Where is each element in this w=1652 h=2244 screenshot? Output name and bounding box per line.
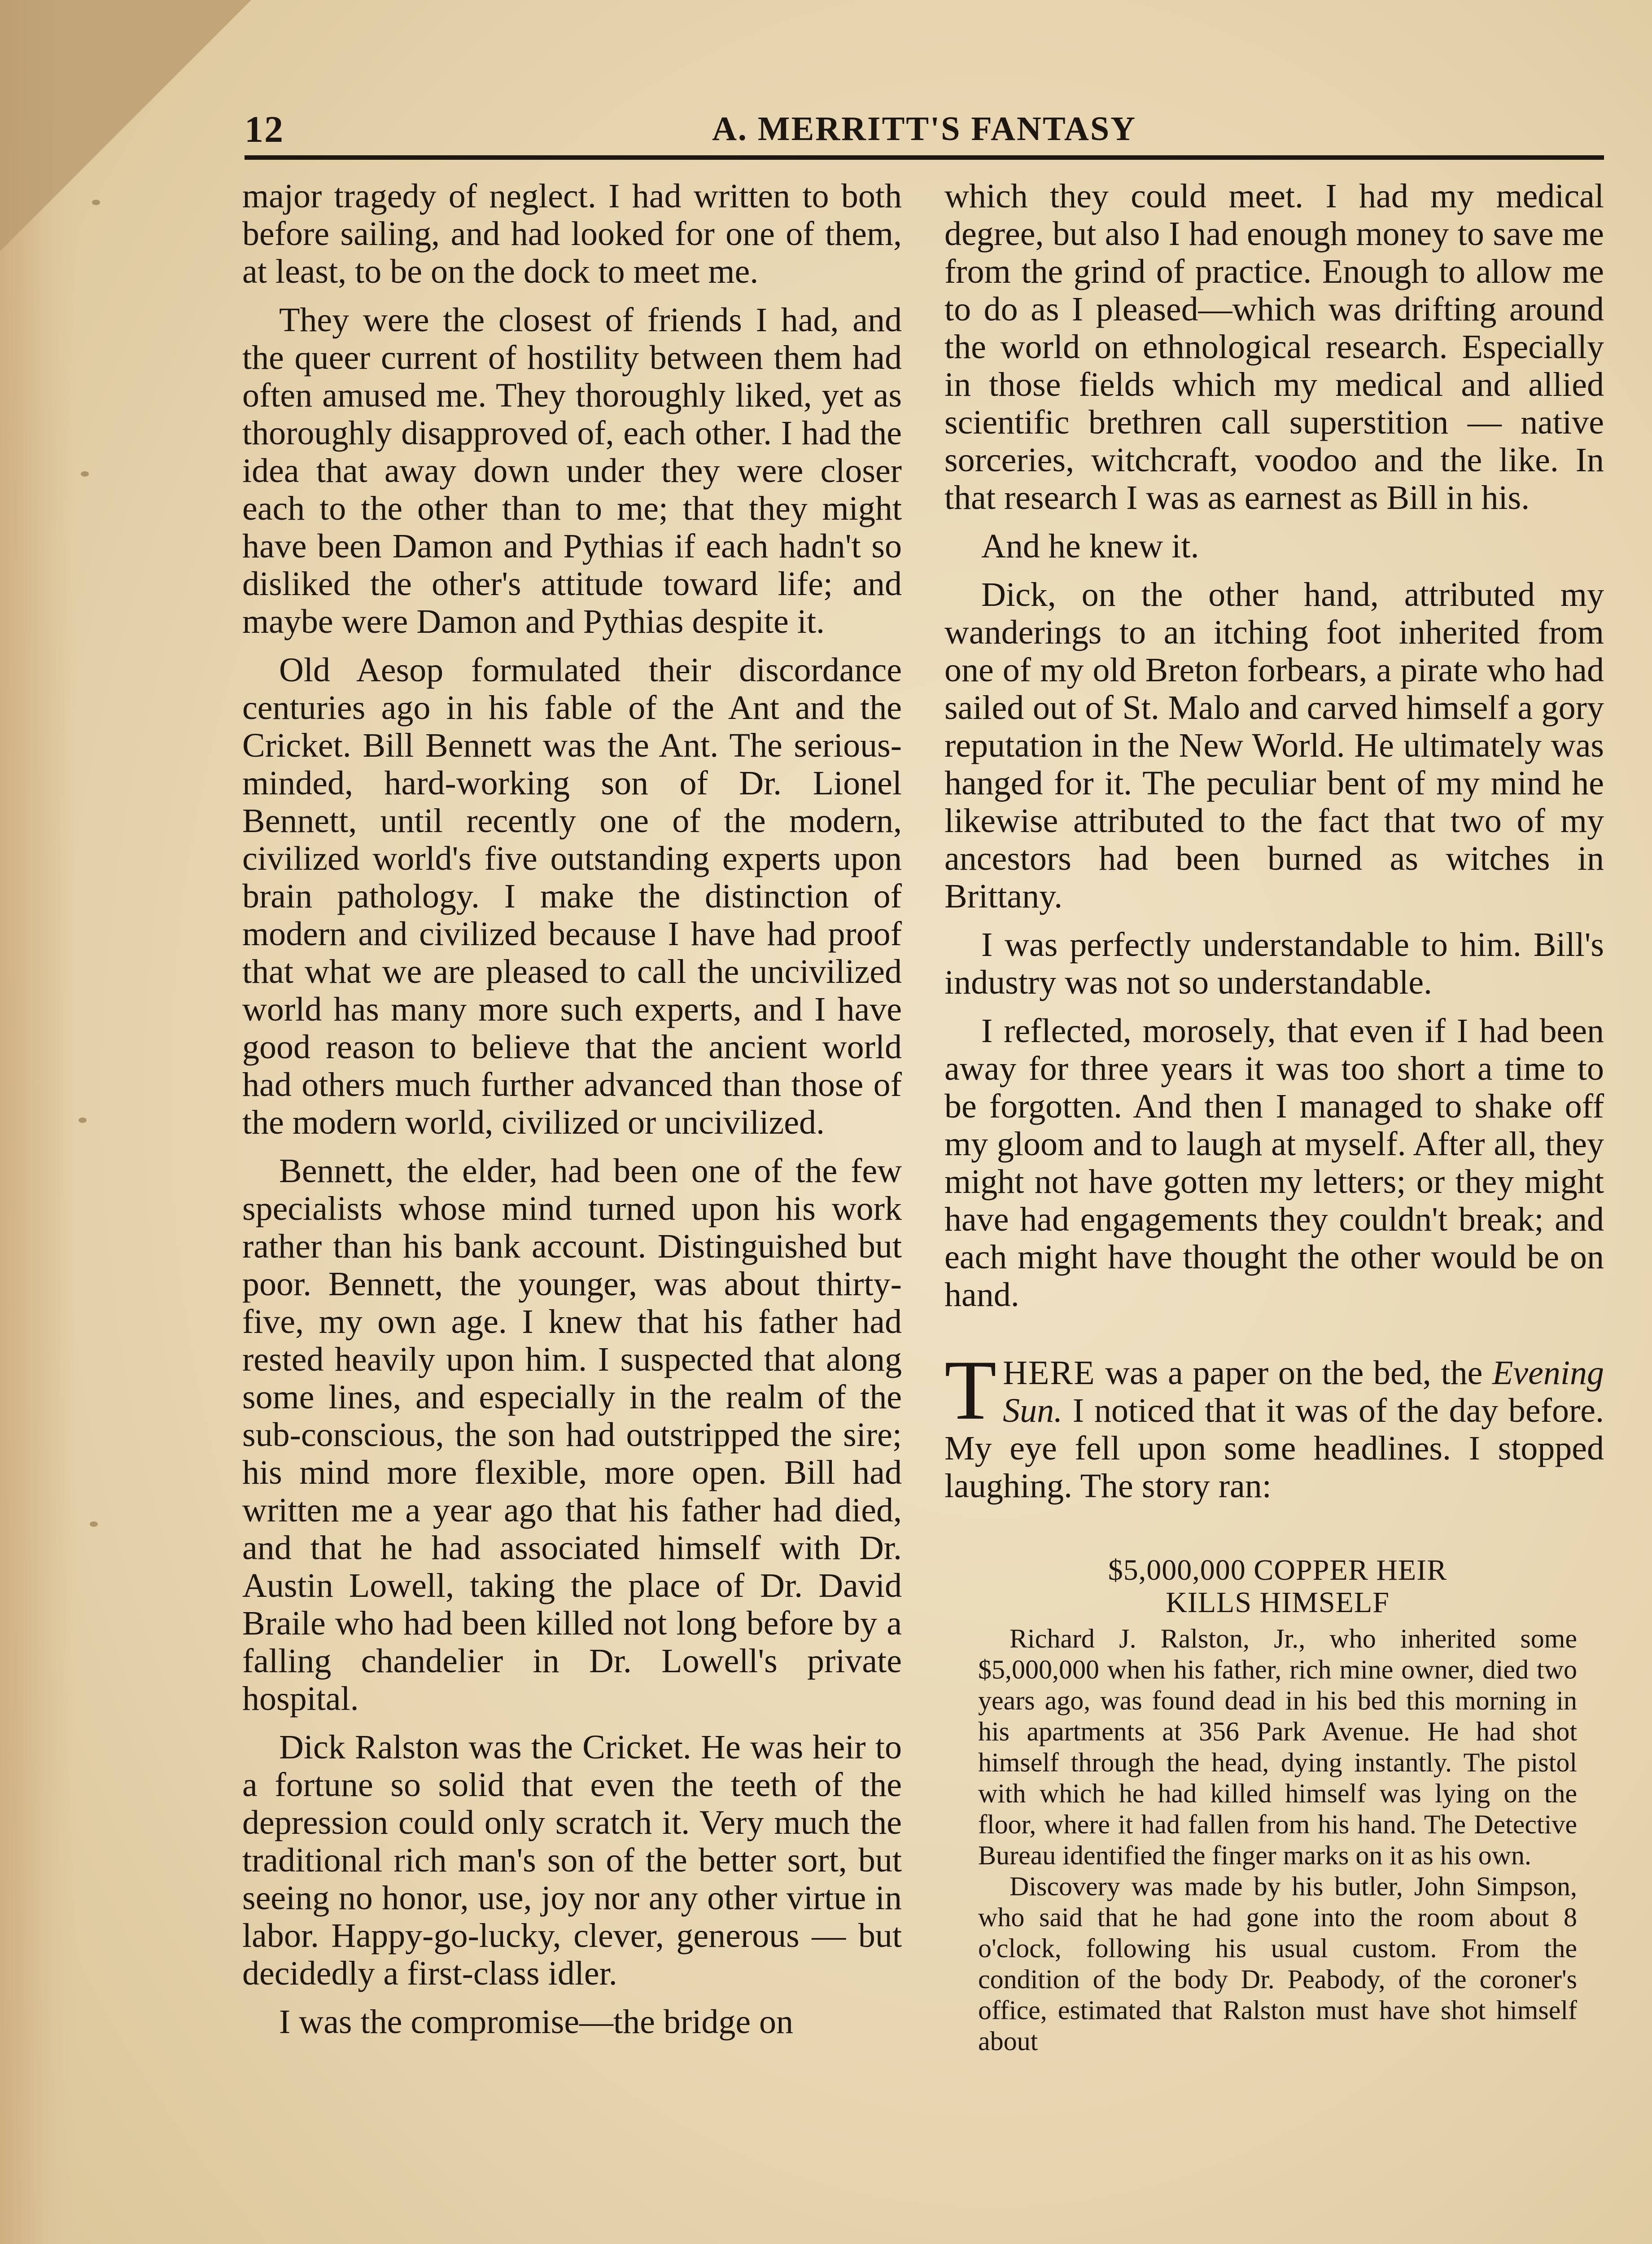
caps-run: HERE <box>1003 1354 1096 1392</box>
drop-cap: T <box>944 1343 997 1438</box>
paragraph: Bennett, the elder, had been one of the few specialists whose mind turned upon his work rather than his bank account. Distinguished but poor. Bennett, the younger, was about thirty-five, my own age. I knew that his father had rested heavily upon him. I suspected that along some lines, and especially in the realm of the sub-conscious, the son had outstripped the sire; his mind more flexible, more open. Bill had written me a year ago that his father had died, and that he had associated himself with Dr. Austin Lowell, taking the place of Dr. David Braile who had been killed not long before by a falling chandelier in Dr. Lowell's private hospital. <box>242 1152 902 1718</box>
page-number: 12 <box>245 109 284 150</box>
paragraph: And he knew it. <box>981 527 1199 565</box>
section-opening-paragraph <box>944 1343 1604 1505</box>
paragraph: major tragedy of neglect. I had written to both before sailing, and had looked for one of them, at least, to be on the dock to meet me. <box>242 177 902 290</box>
running-head: A. MERRITT'S FANTASY <box>712 110 1137 148</box>
paragraph-text: was a paper on the bed, the <box>1095 1354 1492 1392</box>
paper-speck <box>92 200 100 205</box>
paragraph: which they could meet. I had my medical degree, but also I had enough money to save me from the grind of practice. Enough to allow me to do as I pleased—which was drifting around the world on ethnological research. Especially in those fields which my medical and allied scientific brethren call superstition — native sorceries, witchcraft, voodoo and the like. In that research I was as earnest as Bill in his. <box>944 177 1604 517</box>
page-header <box>245 103 1604 157</box>
paragraph: I was the compromise—the bridge on <box>279 2003 794 2041</box>
paper-speck <box>90 1521 98 1527</box>
paragraph: I reflected, morosely, that even if I had been away for three years it was too short a time to be forgotten. And then I managed to shake off my gloom and to laugh at myself. After all, they might not have gotten my letters; or they might have had engagements they couldn't break; and each might have thought the other would be on hand. <box>944 1012 1604 1314</box>
left-column <box>242 177 902 2051</box>
clipping-paragraph: Richard J. Ralston, Jr., who inherited some $5,000,000 when his father, rich mine owner, died two years ago, was found dead in his bed this morning in his apartments at 356 Park Avenue. He had shot himself through the head, dying instantly. The pistol with which he had killed himself was lying on the floor, where it had fallen from his hand. The Detective Bureau identified the finger marks on it as his own. <box>978 1624 1577 1870</box>
paragraph: Old Aesop formulated their discordance centuries ago in his fable of the Ant and the Cricket. Bill Bennett was the Ant. The serious-minded, hard-working son of Dr. Lionel Bennett, until recently one of the modern, civilized world's five outstanding experts upon brain pathology. I make the distinction of modern and civilized because I have had proof that what we are pleased to call the uncivilized world has many more such experts, and I have good reason to believe that the ancient world had others much further advanced than those of the modern world, civilized or uncivilized. <box>242 651 902 1141</box>
clipping-headline <box>978 1554 1577 1619</box>
clipping-headline-line: KILLS HIMSELF <box>1166 1586 1390 1619</box>
right-column <box>944 177 1604 2057</box>
newspaper-clipping <box>978 1554 1577 2057</box>
page-edge-shading <box>0 0 76 2244</box>
paper-speck <box>79 1118 87 1123</box>
paragraph: Dick, on the other hand, attributed my wanderings to an itching foot inherited from one of my old Breton forbears, a pirate who had sailed out of St. Malo and carved himself a gory reputation in the New World. He ultimately was hanged for it. The peculiar bent of my mind he likewise attributed to the fact that two of my ancestors had been burned as witches in Brittany. <box>944 576 1604 915</box>
paragraph: Dick Ralston was the Cricket. He was heir to a fortune so solid that even the teeth of the depression could only scratch it. Very much the traditional rich man's son of the better sort, but seeing no honor, use, joy nor any other virtue in labor. Happy-go-lucky, clever, generous — but decidedly a first-class idler. <box>242 1728 902 1992</box>
clipping-paragraph: Discovery was made by his butler, John Simpson, who said that he had gone into the room about 8 o'clock, following his usual custom. From the condition of the body Dr. Peabody, of the coroner's office, estimated that Ralston must have shot himself about <box>978 1871 1577 2056</box>
paragraph: They were the closest of friends I had, and the queer current of hostility between them had often amused me. They thoroughly liked, yet as thoroughly disapproved of, each other. I had the idea that away down under they were closer each to the other than to me; that they might have been Damon and Pythias if each hadn't so disliked the other's attitude toward life; and maybe were Damon and Pythias despite it. <box>242 301 902 640</box>
paragraph-text: I noticed that it was of the day before. My eye fell upon some headlines. I stopped laughing. The story ran: <box>944 1392 1604 1505</box>
header-rule <box>245 155 1604 160</box>
folded-corner <box>0 0 251 251</box>
paragraph: I was perfectly understandable to him. Bill's industry was not so understandable. <box>944 926 1604 1001</box>
clipping-headline-line: $5,000,000 COPPER HEIR <box>1108 1554 1447 1587</box>
newspaper-name: Evening Sun. <box>1003 1354 1604 1429</box>
paper-speck <box>81 471 89 477</box>
